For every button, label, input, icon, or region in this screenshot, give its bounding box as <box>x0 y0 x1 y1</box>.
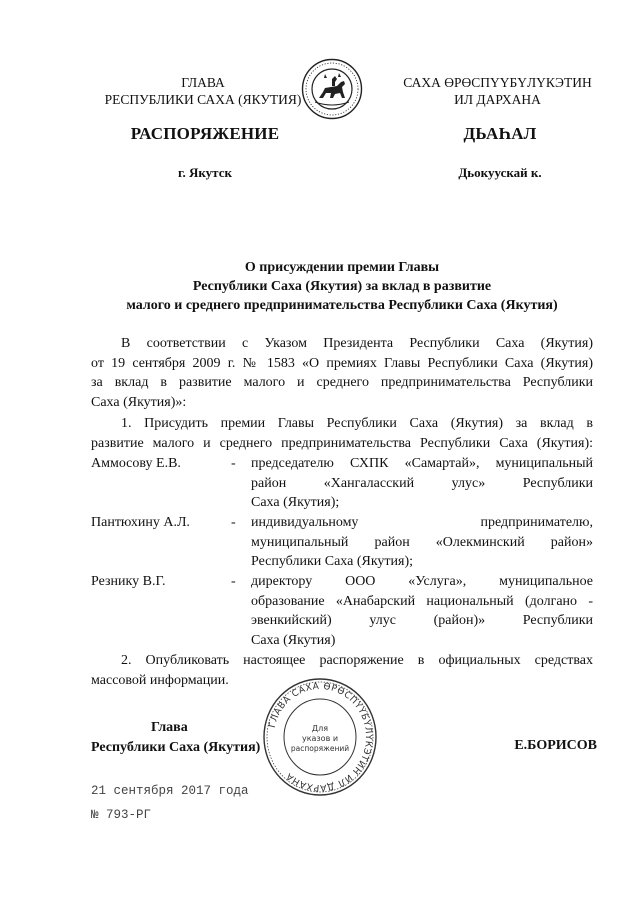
recipient-line: эвенкийский) улус (район)» Республики <box>251 613 593 629</box>
seal-center-line1: Для <box>311 724 329 733</box>
preamble-line: за вклад в развитие малого и среднего предпринимательства Республики <box>91 375 593 391</box>
recipient-line: Саха (Якутия); <box>251 495 340 511</box>
recipient-line: председателю СХПК «Самартай», муниципальный <box>251 456 593 471</box>
recipient-dash: - <box>231 456 236 471</box>
recipient-description <box>251 454 593 513</box>
city-sakha: Дьокуускай к. <box>458 165 542 180</box>
recipient-row <box>91 572 593 652</box>
preamble <box>91 334 593 413</box>
signatory-name: Е.БОРИСОВ <box>514 738 597 753</box>
seal-ring-text: ГЛАВА САХА ӨРӨСПҮҮБҮЛҮКЭТИН ИЛ ДАРХАНА <box>267 681 374 793</box>
recipient-name: Пантюхину А.Л. <box>91 515 190 530</box>
recipient-line: район «Хангаласский улус» Республики <box>251 475 593 491</box>
item-2-line: 2. Опубликовать настоящее распоряжение в официальных средствах <box>121 653 593 668</box>
header-left <box>88 74 318 108</box>
preamble-line: от 19 сентября 2009 г. № 1583 «О премиях Главы Республики Саха (Якутия) <box>91 355 593 371</box>
recipient-row <box>91 454 593 514</box>
recipient-row <box>91 513 593 573</box>
header-left-line1: ГЛАВА <box>181 75 225 90</box>
doc-type-ru: РАСПОРЯЖЕНИЕ <box>130 124 280 143</box>
round-seal-icon <box>260 672 380 802</box>
signature-title-line2: Республики Саха (Якутия) <box>91 740 261 755</box>
title-line1: О присуждении премии Главы <box>244 260 440 275</box>
recipient-line: директору ООО «Услуга», муниципальное <box>251 574 593 589</box>
header-right-line1: САХА ӨРӨСПҮҮБҮЛҮКЭТИН <box>403 75 592 90</box>
seal-center-line2: указов и <box>301 734 339 743</box>
recipient-dash: - <box>231 515 236 530</box>
preamble-line: Саха (Якутия)»: <box>91 395 187 411</box>
recipient-line: Республики Саха (Якутия); <box>251 554 414 570</box>
title-line3: малого и среднего предпринимательства Республики Саха (Якутия) <box>126 298 558 313</box>
item-2-line: массовой информации. <box>91 672 229 688</box>
recipient-line: индивидуальному предпринимателю, <box>251 515 593 530</box>
recipient-line: образование «Анабарский национальный (долгано - <box>251 593 593 609</box>
city-ru: г. Якутск <box>178 165 232 180</box>
recipient-name: Аммосову Е.В. <box>91 456 181 471</box>
recipient-name: Резнику В.Г. <box>91 574 166 589</box>
recipient-line: Саха (Якутия) <box>251 633 336 649</box>
recipient-description <box>251 513 593 572</box>
recipient-description <box>251 572 593 651</box>
emblem-icon <box>301 58 363 120</box>
document-title <box>90 258 594 315</box>
item-1-line: 1. Присудить премии Главы Республики Саха (Якутия) за вклад в <box>121 416 593 431</box>
doc-type-sakha: ДЬАҺАЛ <box>463 124 537 143</box>
signature-title-line1: Глава <box>151 720 188 735</box>
title-line2: Республики Саха (Якутия) за вклад в развитие <box>192 279 492 294</box>
item-1 <box>91 414 593 453</box>
registration-date: 21 сентября 2017 года <box>91 784 249 798</box>
seal-center-line3: распоряжений <box>290 744 350 753</box>
header-right <box>390 74 605 108</box>
preamble-line: В соответствии с Указом Президента Республики Саха (Якутия) <box>121 336 593 351</box>
recipient-line: муниципальный район «Олекминский район» <box>251 534 593 550</box>
header-right-line2: ИЛ ДАРХАНА <box>454 92 541 107</box>
item-1-line: развитие малого и среднего предпринимательства Республики Саха (Якутия): <box>91 435 593 451</box>
registration-number: № 793-РГ <box>91 808 152 822</box>
recipient-dash: - <box>231 574 236 589</box>
header-left-line2: РЕСПУБЛИКИ САХА (ЯКУТИЯ) <box>104 92 302 107</box>
